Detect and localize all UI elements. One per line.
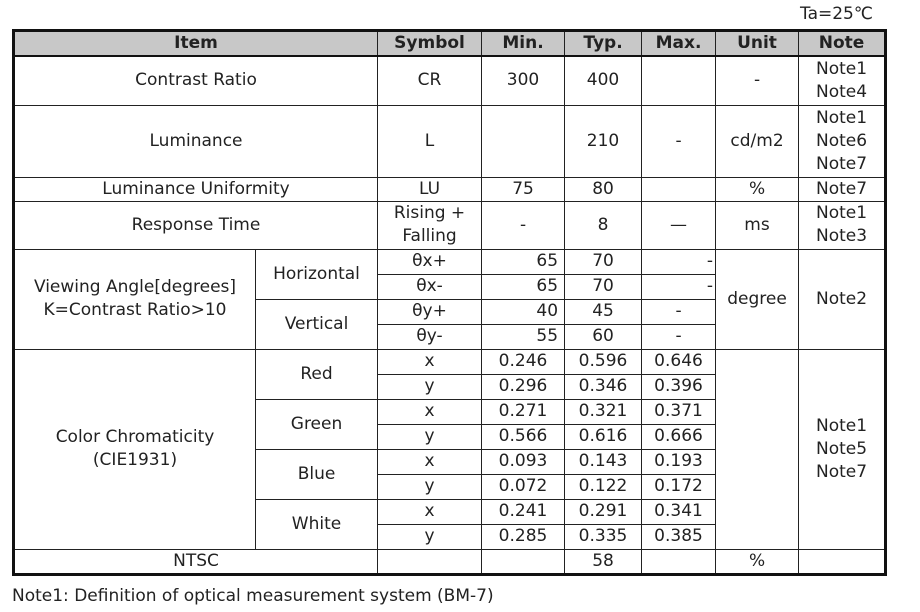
typ-cell: 0.321 <box>565 399 642 424</box>
max-cell <box>642 177 716 201</box>
item-cell: Luminance Uniformity <box>14 177 378 201</box>
row-ntsc <box>14 549 886 574</box>
color-name-red: Red <box>256 349 378 399</box>
min-cell: 0.271 <box>482 399 565 424</box>
max-cell: 0.341 <box>642 499 716 524</box>
color-name-blue: Blue <box>256 449 378 499</box>
test-condition: Ta=25℃ <box>800 4 873 24</box>
min-cell: 40 <box>482 299 565 324</box>
symbol-cell <box>378 201 482 249</box>
max-cell: — <box>642 201 716 249</box>
header-min: Min. <box>482 31 565 57</box>
item-line: Viewing Angle[degrees] <box>33 277 237 297</box>
min-cell: 0.566 <box>482 424 565 449</box>
symbol-cell: CR <box>378 56 482 105</box>
min-cell: 65 <box>482 274 565 299</box>
typ-cell: 0.122 <box>565 474 642 499</box>
symbol-cell: L <box>378 105 482 177</box>
min-cell <box>482 549 565 574</box>
min-cell: - <box>482 201 565 249</box>
header-note: Note <box>799 31 886 57</box>
max-cell: 0.385 <box>642 524 716 549</box>
note-ref: Note7 <box>815 153 868 174</box>
typ-cell: 45 <box>565 299 642 324</box>
symbol-cell: x <box>378 399 482 424</box>
note-ref: Note4 <box>815 81 868 102</box>
optical-spec-table <box>12 29 887 576</box>
typ-cell: 80 <box>565 177 642 201</box>
row-red-x <box>14 349 886 374</box>
max-cell: 0.666 <box>642 424 716 449</box>
chromaticity-note-cell <box>799 349 886 549</box>
symbol-cell: y <box>378 524 482 549</box>
symbol-cell: θx+ <box>378 249 482 274</box>
symbol-cell: y <box>378 374 482 399</box>
note-ref: Note1 <box>815 58 868 79</box>
item-line: Color Chromaticity <box>55 427 215 447</box>
note-ref: Note1 <box>815 203 868 223</box>
color-name-green: Green <box>256 399 378 449</box>
symbol-cell: θy+ <box>378 299 482 324</box>
min-cell <box>482 105 565 177</box>
note-cell <box>799 56 886 105</box>
typ-cell: 8 <box>565 201 642 249</box>
item-cell: Contrast Ratio <box>14 56 378 105</box>
note-ref: Note7 <box>815 461 868 482</box>
max-cell: 0.193 <box>642 449 716 474</box>
header-symbol: Symbol <box>378 31 482 57</box>
symbol-line: Falling <box>402 226 457 246</box>
viewing-unit-cell: degree <box>716 249 799 349</box>
typ-cell: 0.291 <box>565 499 642 524</box>
typ-cell: 70 <box>565 274 642 299</box>
unit-cell: cd/m2 <box>716 105 799 177</box>
note-ref: Note3 <box>815 226 868 246</box>
row-contrast-ratio <box>14 56 886 105</box>
symbol-cell: x <box>378 449 482 474</box>
max-cell <box>642 56 716 105</box>
header-max: Max. <box>642 31 716 57</box>
note-cell <box>799 549 886 574</box>
header-row <box>14 31 886 57</box>
typ-cell: 0.346 <box>565 374 642 399</box>
item-cell: NTSC <box>14 549 378 574</box>
typ-cell: 0.596 <box>565 349 642 374</box>
item-cell: Luminance <box>14 105 378 177</box>
typ-cell: 400 <box>565 56 642 105</box>
unit-cell: % <box>716 177 799 201</box>
symbol-cell: x <box>378 349 482 374</box>
symbol-cell: θy- <box>378 324 482 349</box>
symbol-cell: y <box>378 424 482 449</box>
max-cell: - <box>642 249 716 274</box>
min-cell: 0.093 <box>482 449 565 474</box>
max-cell: 0.396 <box>642 374 716 399</box>
typ-cell: 0.143 <box>565 449 642 474</box>
item-cell: Response Time <box>14 201 378 249</box>
typ-cell: 210 <box>565 105 642 177</box>
footnote: Note1: Definition of optical measurement system (BM-7) <box>12 586 494 606</box>
header-item: Item <box>14 31 378 57</box>
symbol-cell <box>378 549 482 574</box>
note-cell <box>799 105 886 177</box>
typ-cell: 70 <box>565 249 642 274</box>
note-ref: Note5 <box>815 438 868 459</box>
typ-cell: 60 <box>565 324 642 349</box>
item-line: K=Contrast Ratio>10 <box>43 300 227 320</box>
row-response-time <box>14 201 886 249</box>
row-viewing-angle-x-plus <box>14 249 886 274</box>
unit-cell: % <box>716 549 799 574</box>
symbol-cell: θx- <box>378 274 482 299</box>
note-ref: Note6 <box>815 130 868 151</box>
min-cell: 55 <box>482 324 565 349</box>
note-cell: Note7 <box>799 177 886 201</box>
typ-cell: 58 <box>565 549 642 574</box>
typ-cell: 0.335 <box>565 524 642 549</box>
note-ref: Note1 <box>815 415 868 436</box>
min-cell: 65 <box>482 249 565 274</box>
min-cell: 300 <box>482 56 565 105</box>
vertical-cell: Vertical <box>256 299 378 349</box>
min-cell: 75 <box>482 177 565 201</box>
note-ref: Note1 <box>815 107 868 128</box>
min-cell: 0.285 <box>482 524 565 549</box>
viewing-note-cell: Note2 <box>799 249 886 349</box>
min-cell: 0.246 <box>482 349 565 374</box>
viewing-angle-item-cell <box>14 249 256 349</box>
chromaticity-item-cell <box>14 349 256 549</box>
max-cell <box>642 549 716 574</box>
header-unit: Unit <box>716 31 799 57</box>
max-cell: - <box>642 299 716 324</box>
row-luminance <box>14 105 886 177</box>
horizontal-cell: Horizontal <box>256 249 378 299</box>
unit-cell: ms <box>716 201 799 249</box>
max-cell: 0.172 <box>642 474 716 499</box>
max-cell: 0.371 <box>642 399 716 424</box>
max-cell: - <box>642 105 716 177</box>
symbol-line: Rising + <box>393 203 466 223</box>
unit-cell: - <box>716 56 799 105</box>
symbol-cell: y <box>378 474 482 499</box>
min-cell: 0.072 <box>482 474 565 499</box>
color-name-white: White <box>256 499 378 549</box>
typ-cell: 0.616 <box>565 424 642 449</box>
item-line: (CIE1931) <box>92 450 178 470</box>
chromaticity-unit-cell <box>716 349 799 549</box>
max-cell: - <box>642 324 716 349</box>
symbol-cell: LU <box>378 177 482 201</box>
min-cell: 0.241 <box>482 499 565 524</box>
max-cell: - <box>642 274 716 299</box>
min-cell: 0.296 <box>482 374 565 399</box>
header-typ: Typ. <box>565 31 642 57</box>
note-cell <box>799 201 886 249</box>
symbol-cell: x <box>378 499 482 524</box>
max-cell: 0.646 <box>642 349 716 374</box>
row-luminance-uniformity <box>14 177 886 201</box>
